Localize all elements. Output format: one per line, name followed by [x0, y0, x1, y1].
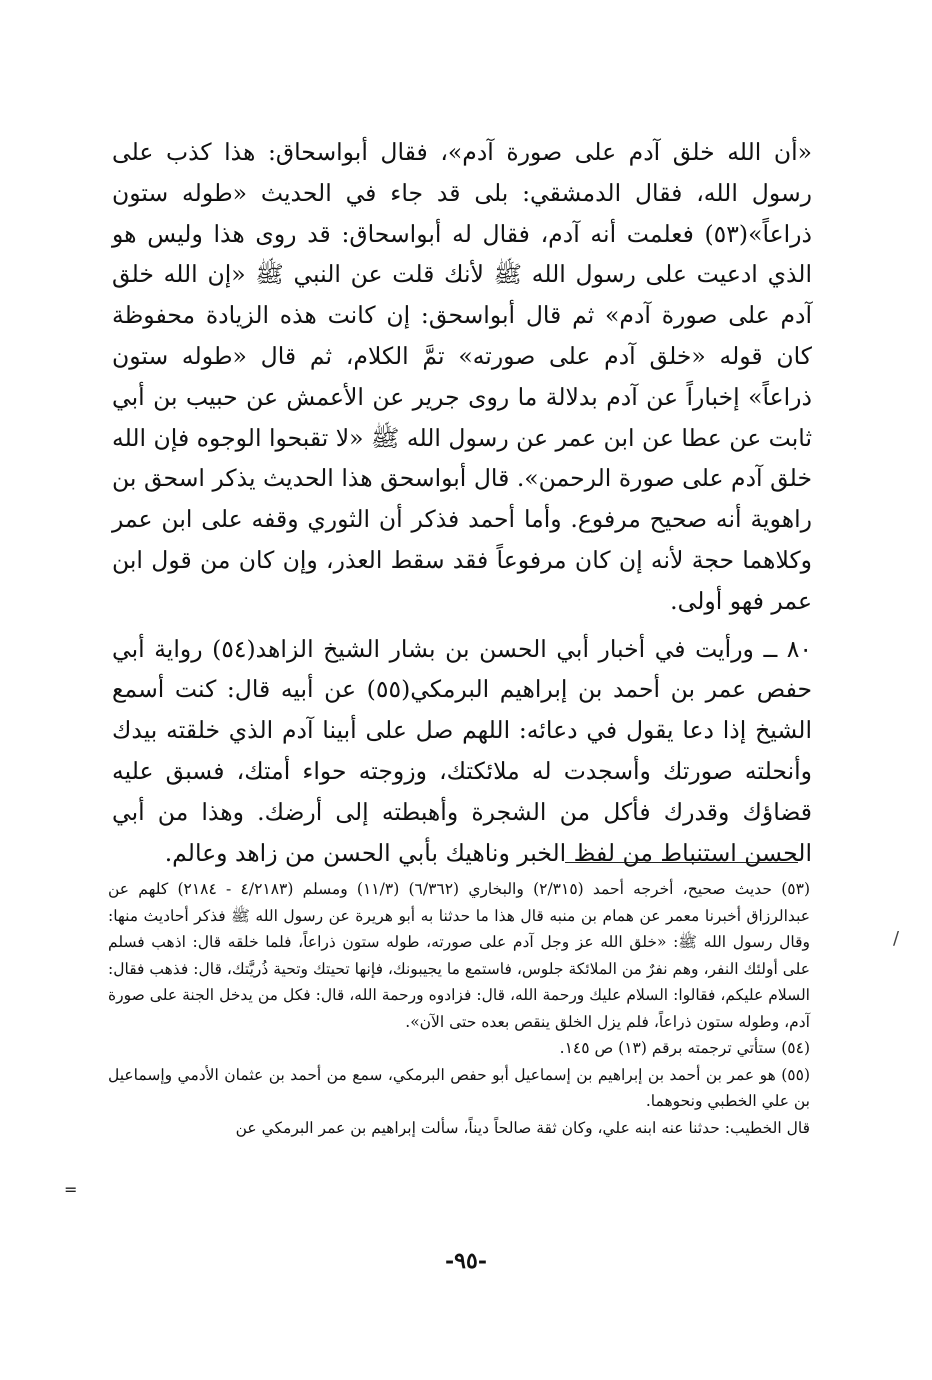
footnote-note: قال الخطيب: حدثنا عنه ابنه علي، وكان ثقة صالحاً ديناً، سألت إبراهيم بن عمر البرمكي عن	[235, 1118, 810, 1137]
footnote-53: (٥٣) حديث صحيح، أخرجه أحمد (٢/٣١٥) والبخاري (٦/٣٦٢) (١١/٣) ومسلم (٤/٢١٨٣ - ٢١٨٤) كلهم عن عبدالرزاق أخبرنا معمر عن همام بن منبه قال هذا ما حدثنا به أبو هريرة عن رسول الله ﷺ فذكر أحاديث منها: وقال رسول الله ﷺ: «خلق الله عز وجل آدم على صورته، طوله ستون ذراعاً، فلما خلقه قال: اذهب فسلم على أولئك النفر، وهم نفرٌ من الملائكة جلوس، فاستمع ما يجيبونك، فإنها تحيتك وتحية ذُريَّتك، قال: فذهب فقال: السلام عليكم، فقالوا: السلام عليك ورحمة الله، قال: فزادوه ورحمة الله، قال: فكل من يدخل الجنة على صورة آدم، وطوله ستون ذراعاً، فلم يزل الخلق ينقص بعده حتى الآن».	[108, 880, 810, 1031]
footnote-54: (٥٤) ستأتي ترجمته برقم (١٣) ص ١٤٥.	[559, 1039, 810, 1057]
main-text	[112, 132, 812, 873]
page-number: -٩٥-	[445, 1248, 487, 1274]
footnote-55: (٥٥) هو عمر بن أحمد بن إبراهيم بن إسماعيل أبو حفص البرمكي، سمع من أحمد بن عثمان الأدمي وإسماعيل بن علي الخطبي ونحوهما.	[108, 1065, 810, 1110]
margin-mark: /	[893, 928, 900, 949]
continuation-mark: =	[64, 1180, 78, 1199]
paragraph-1: «أن الله خلق آدم على صورة آدم»، فقال أبواسحاق: هذا كذب على رسول الله، فقال الدمشقي: بلى قد جاء في الحديث «طوله ستون ذراعاً»(٥٣) فعلمت أنه آدم، فقال له أبواسحاق: قد روى هذا وليس هو الذي ادعيت على رسول الله ﷺ لأنك قلت عن النبي ﷺ «إن الله خلق آدم على صورة آدم» ثم قال أبواسحق: إن كانت هذه الزيادة محفوظة كان قوله «خلق آدم على صورته» تمَّ الكلام، ثم قال «طوله ستون ذراعاً» إخباراً عن آدم بدلالة ما روى جرير عن الأعمش عن حبيب بن أبي ثابت عن عطا عن ابن عمر عن رسول الله ﷺ «لا تقبحوا الوجوه فإن الله خلق آدم على صورة الرحمن». قال أبواسحق هذا الحديث يذكر اسحق بن راهوية أنه صحيح مرفوع. وأما أحمد فذكر أن الثوري وقفه على ابن عمر وكلاهما حجة لأنه إن كان مرفوعاً فقد سقط العذر، وإن كان من قول ابن عمر فهو أولى.	[112, 138, 812, 615]
footnote-separator	[565, 862, 798, 863]
paragraph-2: ٨٠ ــ ورأيت في أخبار أبي الحسن بن بشار الشيخ الزاهد(٥٤) رواية أبي حفص عمر بن أحمد بن إبراهيم البرمكي(٥٥) عن أبيه قال: كنت أسمع الشيخ إذا دعا يقول في دعائه: اللهم صل على أبينا آدم الذي خلقته بيدك وأنحلته صورتك وأسجدت له ملائكتك، وزوجته حواء أمتك، فسبق عليه قضاؤك وقدرك فأكل من الشجرة وأهبطته إلى أرضك. وهذا من أبي الحسن استنباط من لفظ الخبر وناهيك بأبي الحسن من زاهد وعالم.	[112, 634, 812, 867]
footnotes	[108, 876, 810, 1141]
